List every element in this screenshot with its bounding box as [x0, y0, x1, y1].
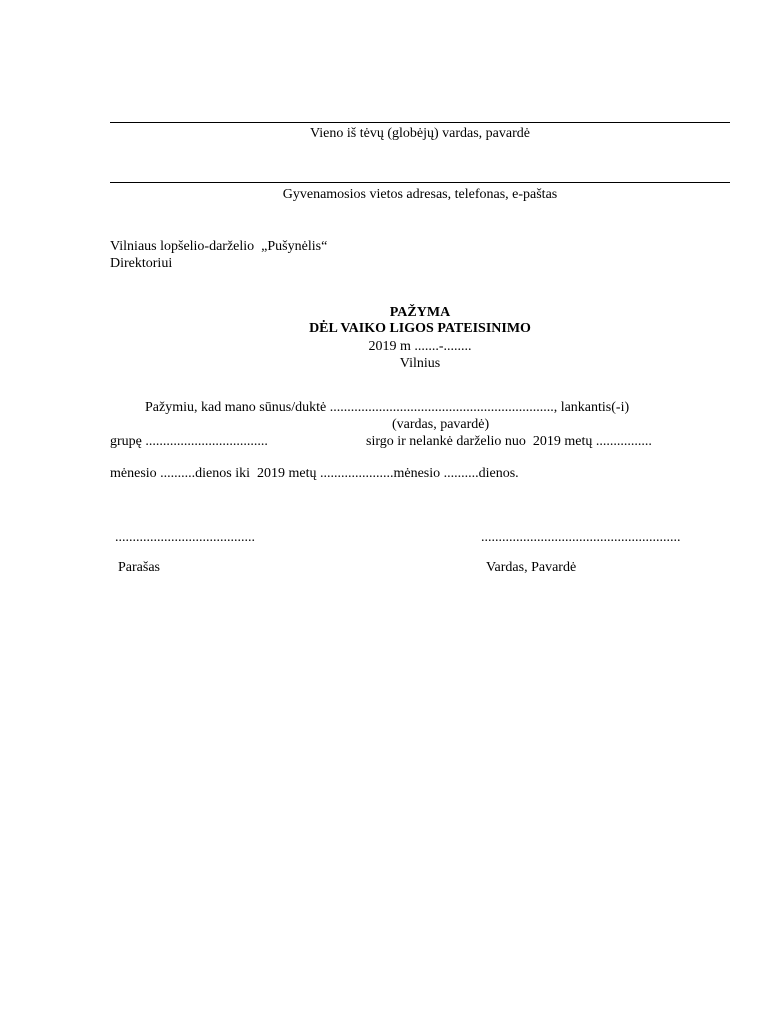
- document-subtitle: DĖL VAIKO LIGOS PATEISINIMO: [309, 321, 531, 336]
- address-line: [110, 182, 730, 183]
- child-name-caption: (vardas, pavardė): [392, 417, 490, 432]
- signature-label: Parašas: [118, 560, 160, 575]
- name-label: Vardas, Pavardė: [486, 560, 577, 575]
- parent-name-line: [110, 122, 730, 123]
- recipient-institution: Vilniaus lopšelio-darželio „Pušynėlis“: [110, 239, 328, 254]
- recipient-addressee: Direktoriui: [110, 256, 173, 271]
- body-line-2-group: grupę ...................................: [110, 434, 268, 449]
- name-field: .........................................................: [481, 530, 681, 545]
- document-date: 2019 m .......-........: [368, 339, 472, 354]
- address-caption: Gyvenamosios vietos adresas, telefonas, e-paštas: [282, 187, 558, 202]
- body-line-1: Pažymiu, kad mano sūnus/duktė ................................................................, lankantis(-i): [145, 400, 630, 415]
- body-line-2-period: sirgo ir nelankė darželio nuo 2019 metų ................: [366, 434, 652, 449]
- document-place: Vilnius: [399, 356, 441, 371]
- document-title: PAŽYMA: [389, 305, 451, 320]
- signature-field: ........................................: [115, 530, 255, 545]
- parent-name-caption: Vieno iš tėvų (globėjų) vardas, pavardė: [310, 126, 530, 141]
- body-line-3: mėnesio ..........dienos iki 2019 metų .....................mėnesio ..........dienos.: [110, 466, 519, 481]
